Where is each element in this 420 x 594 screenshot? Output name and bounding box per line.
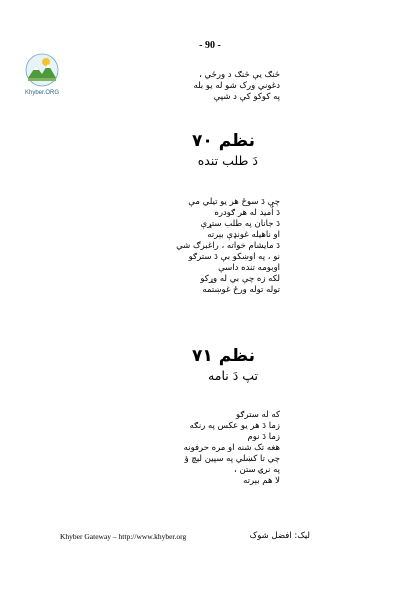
- poem-title: نظم ۷۱: [192, 346, 255, 366]
- verse-line: چي تا کښلي په سپين ليچ ؤ: [184, 454, 280, 464]
- footer-author: ليک: افضل شوک: [249, 531, 310, 541]
- verse-line: په نرۍ ستن ،: [234, 465, 280, 475]
- logo-caption: Khyber.ORG: [24, 90, 59, 96]
- stanza-1: [0, 70, 420, 103]
- verse-line: څنګ يې څنګ د ورځي ،: [199, 70, 280, 80]
- stanza-2: [0, 197, 420, 296]
- verse-line: دَ مايشام خواته ، راغبرګ شي: [176, 241, 280, 251]
- stanza-3: [0, 410, 420, 487]
- verse-line: دغوني ورک شو له يو بله: [193, 81, 280, 91]
- verse-line: توله توله ورځ غوښتمه: [202, 285, 280, 295]
- poem-71-heading: [0, 345, 420, 385]
- verse-line: اوبومه تنده داسې: [218, 263, 280, 273]
- verse-line: چې دَ سوځ هر يو تيلي مې: [188, 197, 280, 207]
- poem-70-heading: [0, 130, 420, 170]
- verse-line: او ناهيله غونډې بېرته: [207, 230, 280, 240]
- poem-subtitle: تپ دَ نامه: [208, 368, 258, 383]
- page-number: - 90 -: [199, 40, 221, 51]
- verse-line: لا هم بېرته: [243, 476, 280, 486]
- verse-line: په کوکو کې د شپې: [213, 92, 280, 102]
- verse-line: که له سترګو: [236, 410, 280, 420]
- verse-line: لکه زه چې بي له وړکو: [200, 274, 280, 284]
- verse-line: دَ اُميد له هر ګودره: [214, 208, 280, 218]
- poem-subtitle: دَ طلب تنده: [197, 153, 258, 168]
- verse-line: نو ، په اوښکو بې دَ سترګو: [188, 252, 280, 262]
- verse-line: زما دَ نوم: [247, 432, 280, 442]
- poem-title: نظم ۷۰: [192, 131, 255, 151]
- footer-source: Khyber Gateway – http://www.khyber.org: [60, 532, 187, 541]
- verse-line: دَ جانان په طلب ستړې: [200, 219, 280, 229]
- verse-line: هغه تک شنه او مره حرفونه: [183, 443, 280, 453]
- verse-line: زما دَ هر يو عکس په رنګه: [189, 421, 280, 431]
